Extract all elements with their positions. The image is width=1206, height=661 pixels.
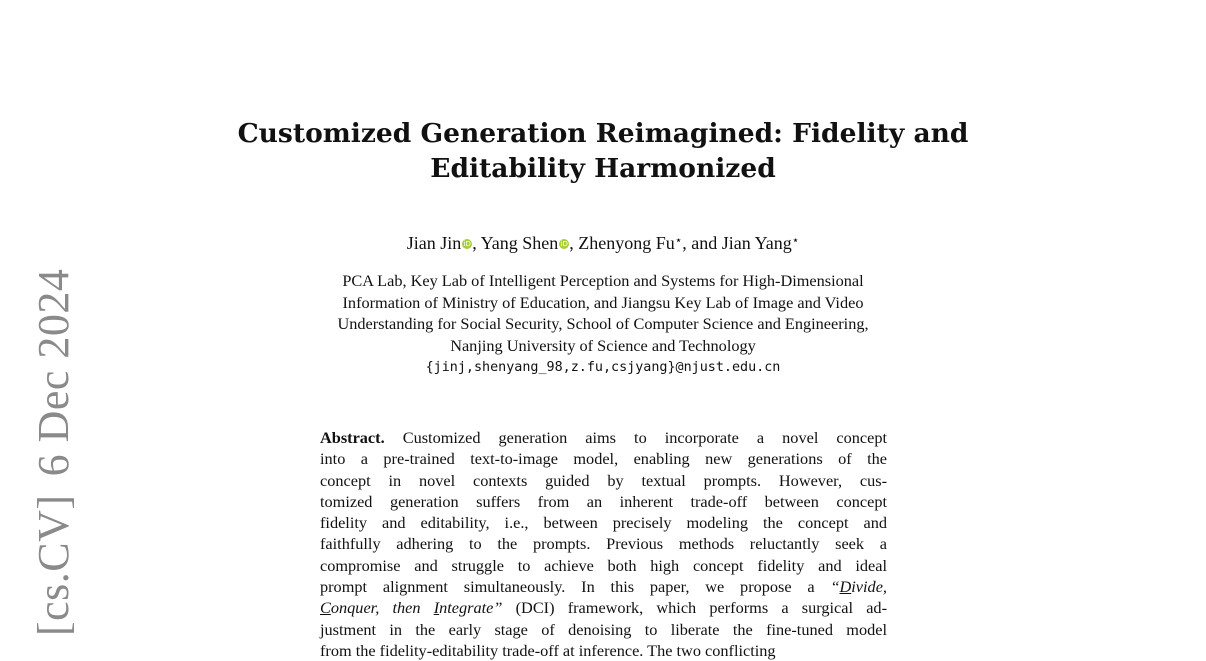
- author-emails: {jinj,shenyang_98,z.fu,csjyang}@njust.edu.cn: [425, 360, 781, 375]
- affiliation-line: Understanding for Social Security, School of Computer Science and Engineering,: [337, 314, 869, 333]
- dci-initial-i: I: [433, 598, 440, 618]
- dci-word: ntegrate”: [439, 598, 503, 618]
- dci-initial-c: C: [320, 598, 331, 618]
- arxiv-category: [cs.CV]: [29, 494, 78, 636]
- author-name: Jian Yang: [721, 233, 792, 253]
- abstract-line-cut: from the fidelity-editability trade-off at inference. The two conflicting: [320, 640, 776, 660]
- arxiv-date: 6 Dec 2024: [29, 268, 78, 477]
- abstract-line: [320, 597, 887, 618]
- dci-phrase-end: [320, 598, 502, 617]
- dci-word: ivide,: [851, 577, 887, 597]
- abstract-line: fidelity and editability, i.e., between precisely modeling the concept and: [320, 513, 887, 533]
- abstract-line: concept in novel contexts guided by textual prompts. However, cus-: [320, 470, 887, 490]
- abstract-line: faithfully adhering to the prompts. Previous methods reluctantly seek a: [320, 534, 887, 554]
- paper-title-line-1: Customized Generation Reimagined: Fidelity and: [237, 118, 969, 149]
- abstract-text: prompt alignment simultaneously. In this paper, we propose a: [320, 577, 815, 597]
- paper-title-line-2: Editability Harmonized: [430, 153, 776, 184]
- abstract-block: [320, 427, 887, 660]
- author-separator: , and: [682, 233, 718, 253]
- abstract-text: (DCI) framework, which performs a surgical ad-: [515, 598, 887, 618]
- author-name: Yang Shen: [480, 233, 559, 253]
- abstract-line: [320, 576, 887, 597]
- paper-title: [0, 116, 1206, 186]
- abstract-line: justment in the early stage of denoising to liberate the fine-tuned model: [320, 619, 887, 639]
- affiliation-line: PCA Lab, Key Lab of Intelligent Perception and Systems for High-Dimensional: [342, 271, 864, 290]
- dci-phrase-start: [830, 577, 887, 596]
- author-separator: ,: [472, 233, 477, 253]
- orcid-icon[interactable]: iD: [463, 240, 471, 248]
- affiliation-block: [0, 270, 1206, 379]
- author-name: Jian Jin: [406, 233, 462, 253]
- affiliation-line: Information of Ministry of Education, and Jiangsu Key Lab of Image and Video: [342, 292, 864, 312]
- abstract-line: [320, 427, 887, 448]
- orcid-icon[interactable]: iD: [560, 240, 568, 248]
- abstract-text: Customized generation aims to incorporate a novel concept: [402, 428, 887, 447]
- abstract-line: into a pre-trained text-to-image model, enabling new generations of the: [320, 449, 887, 469]
- author-list: [0, 228, 1206, 255]
- author-separator: ,: [569, 233, 574, 253]
- abstract-line: tomized generation suffers from an inherent trade-off between concept: [320, 491, 887, 511]
- dci-initial-d: D: [839, 577, 852, 597]
- dci-word: onquer, then: [330, 598, 421, 618]
- abstract-label: Abstract.: [320, 428, 385, 447]
- author-name: Zhenyong Fu: [578, 233, 675, 253]
- affiliation-line: Nanjing University of Science and Technology: [450, 335, 756, 355]
- corresponding-author-star: ⋆: [791, 233, 800, 247]
- quote-mark: “: [830, 577, 840, 597]
- corresponding-author-star: ⋆: [674, 233, 683, 247]
- abstract-line: compromise and struggle to achieve both high concept fidelity and ideal: [320, 555, 887, 575]
